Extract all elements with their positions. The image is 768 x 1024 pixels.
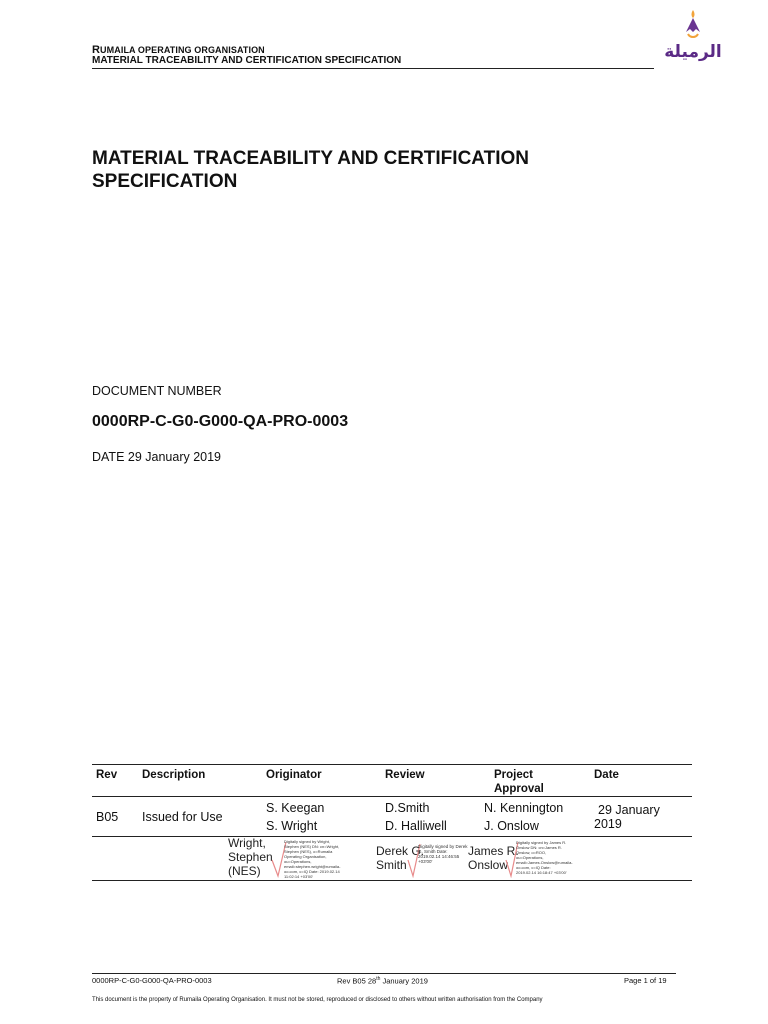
footer-doc-number: 0000RP-C-G0-G000-QA-PRO-0003 xyxy=(92,976,212,985)
cell-date-2: 2019 xyxy=(594,817,622,831)
col-header-review: Review xyxy=(385,769,425,781)
signature-wright xyxy=(228,836,348,880)
signature-name-line: James R. xyxy=(468,844,519,858)
signature-name-line: Wright, xyxy=(228,836,266,850)
footer-revision xyxy=(337,976,428,986)
signature-name-line: Smith xyxy=(376,858,407,872)
footer-rev-sup: th xyxy=(376,976,381,982)
footer-rev-suffix: January 2019 xyxy=(380,976,428,986)
table-header-rule xyxy=(92,796,692,797)
col-header-date: Date xyxy=(594,769,619,781)
footer-rev-prefix: Rev B05 28 xyxy=(337,976,377,986)
org-name: UMAILA OPERATING ORGANISATION xyxy=(100,45,265,55)
cell-description: Issued for Use xyxy=(142,810,223,824)
signature-detail: Digitally signed by James R. Onslow DN: cn=James R. Onslow, o=ROO, ou=Operations, email=James.Onslow@rumaila-oo.com, c=IQ Date: 2019.02.14 16:18:47 +03'00' xyxy=(516,840,573,875)
header-rule xyxy=(92,68,654,69)
signature-name-line: Onslow xyxy=(468,858,509,872)
cell-approval-2: J. Onslow xyxy=(484,819,539,833)
col-header-rev: Rev xyxy=(96,769,118,781)
cell-originator-2: S. Wright xyxy=(266,819,318,833)
signature-onslow xyxy=(468,840,578,880)
document-number-label: DOCUMENT NUMBER xyxy=(92,384,222,398)
footer-page-number: Page 1 of 19 xyxy=(624,976,667,985)
cell-review-2: D. Halliwell xyxy=(385,819,447,833)
signature-name-line: Stephen xyxy=(228,850,273,864)
logo-text: الرميلة xyxy=(664,42,722,62)
org-initial: R xyxy=(92,44,101,56)
signature-detail: Digitally signed by Wright, Stephen (NES) DN: cn=Wright, Stephen (NES), o=Rumaila Operating Organisation, ou=Operations, email=stephen.wright@rumaila-oo.com, c=IQ Date: 2019.02.14 11:02:14 +03'00' xyxy=(284,839,341,879)
table-bottom-rule xyxy=(92,880,692,881)
cell-rev: B05 xyxy=(96,810,119,824)
signature-name-line: (NES) xyxy=(228,864,261,878)
cell-review-1: D.Smith xyxy=(385,801,430,815)
signature-name-line: Derek G. xyxy=(376,844,425,858)
signature-detail: Digitally signed by Derek G. Smith Date: 2019.02.14 14:46:55 +03'00' xyxy=(418,844,468,864)
col-header-originator: Originator xyxy=(266,769,322,781)
document-number: 0000RP-C-G0-G000-QA-PRO-0003 xyxy=(92,413,349,430)
document-date: DATE 29 January 2019 xyxy=(92,450,222,464)
cell-date-1: 29 January xyxy=(598,803,660,817)
signature-smith xyxy=(376,840,476,880)
footer-property-note: This document is the property of Rumaila Operating Organisation. It must not be stored, reproduced or disclosed to others without written authorisation from the Company xyxy=(92,997,543,1003)
rumaila-logo xyxy=(660,10,726,66)
table-top-rule xyxy=(92,764,692,765)
cell-originator-1: S. Keegan xyxy=(266,801,325,815)
col-header-description: Description xyxy=(142,769,206,781)
document-title: MATERIAL TRACEABILITY AND CERTIFICATION SPECIFICATION xyxy=(92,148,529,192)
footer-rule xyxy=(92,973,676,974)
col-header-project-approval: Project Approval xyxy=(494,769,544,795)
table-row-rule xyxy=(92,836,692,837)
rumaila-logo-icon xyxy=(660,10,726,66)
cell-approval-1: N. Kennington xyxy=(484,801,564,815)
header-doc-title: MATERIAL TRACEABILITY AND CERTIFICATION SPECIFICATION xyxy=(92,55,402,66)
